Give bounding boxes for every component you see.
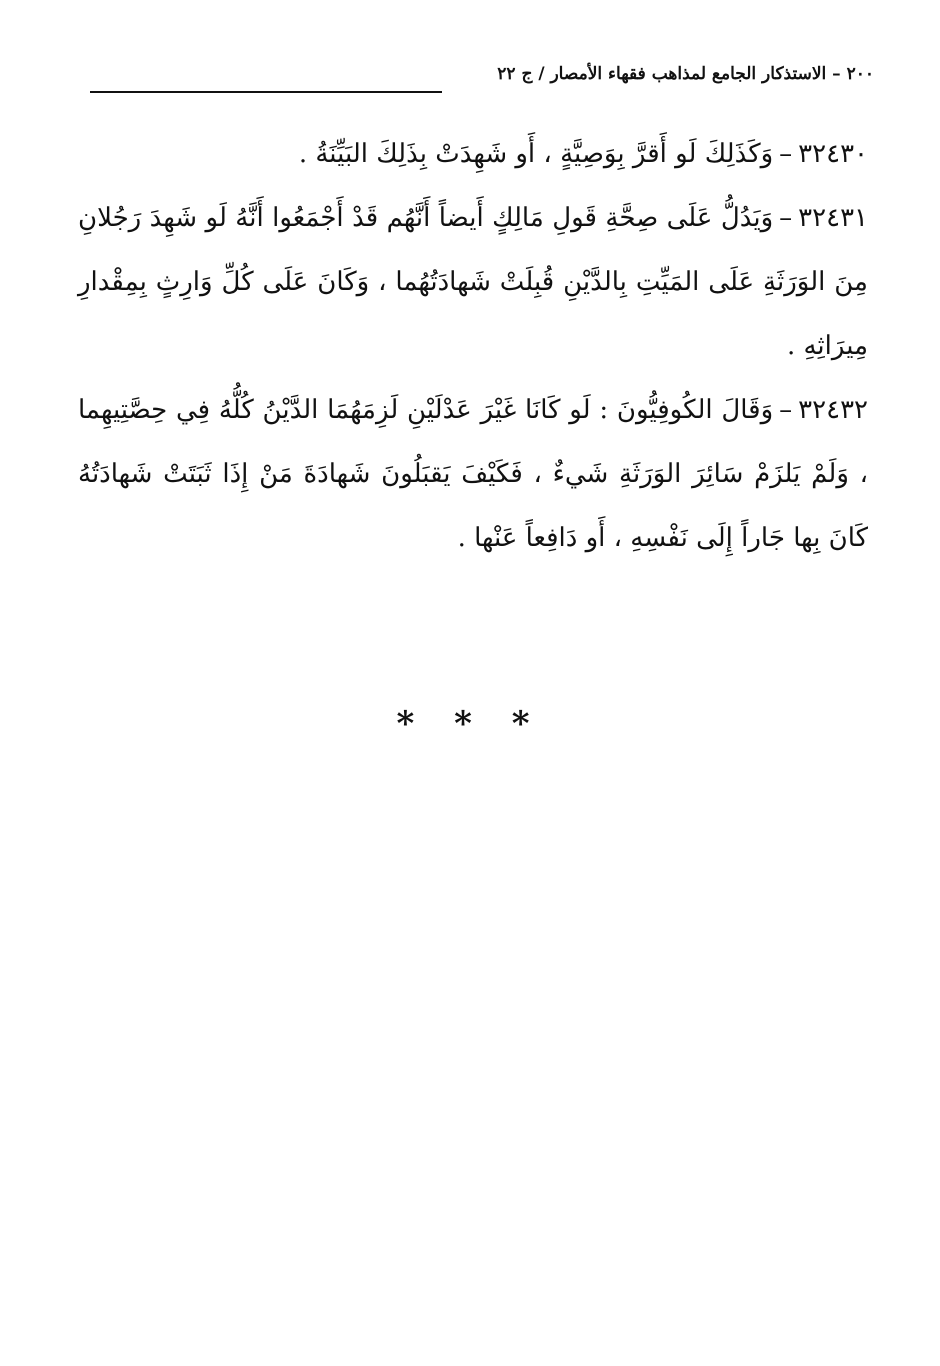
paragraph-number: ٣٢٤٣٠ bbox=[798, 139, 868, 169]
paragraph-32431 bbox=[78, 186, 868, 378]
paragraph-32432 bbox=[78, 378, 868, 570]
body-text bbox=[78, 122, 868, 570]
paragraph-32430 bbox=[78, 122, 868, 186]
paragraph-text: وَكَذَلِكَ لَو أَقرَّ بِوَصِيَّةٍ ، أَو شَهِدَتْ بِذَلِكَ البَيِّنَةُ . bbox=[298, 139, 774, 169]
section-end-asterisks: * * * bbox=[396, 704, 544, 744]
running-header: ٢٠٠ – الاستذكار الجامع لمذاهب فقهاء الأمصار / ج ٢٢ bbox=[497, 64, 874, 84]
paragraph-dash: – bbox=[779, 139, 793, 169]
paragraph-dash: – bbox=[779, 395, 793, 425]
header-rule bbox=[90, 91, 442, 93]
paragraph-number: ٣٢٤٣١ bbox=[798, 203, 868, 233]
paragraph-text: وَيَدُلُّ عَلَى صِحَّةِ قَولِ مَالِكٍ أَيضاً أَنَّهُم قَدْ أَجْمَعُوا أَنَّهُ لَو شَهِدَ رَجُلانِ مِنَ الوَرَثَةِ عَلَى المَيِّتِ بِالدَّيْنِ قُبِلَتْ شَهادَتُهُما ، وَكَانَ عَلَى كُلِّ وَارِثٍ بِمِقْدارِ مِيرَاثِهِ . bbox=[78, 203, 868, 361]
paragraph-number: ٣٢٤٣٢ bbox=[798, 395, 868, 425]
paragraph-dash: – bbox=[779, 203, 793, 233]
paragraph-text: وَقَالَ الكُوفِيُّونَ : لَو كَانَا غَيْرَ عَدْلَيْنِ لَزِمَهُمَا الدَّيْنُ كُلُّهُ فِي حِصَّتِيهِما ، وَلَمْ يَلزَمْ سَائِرَ الوَرَثَةِ شَيءٌ ، فَكَيْفَ يَقبَلُونَ شَهادَةَ مَنْ إِذَا ثَبَتَتْ شَهادَتُهُ كَانَ بِها جَاراً إِلَى نَفْسِهِ ، أَو دَافِعاً عَنْها . bbox=[78, 395, 868, 553]
